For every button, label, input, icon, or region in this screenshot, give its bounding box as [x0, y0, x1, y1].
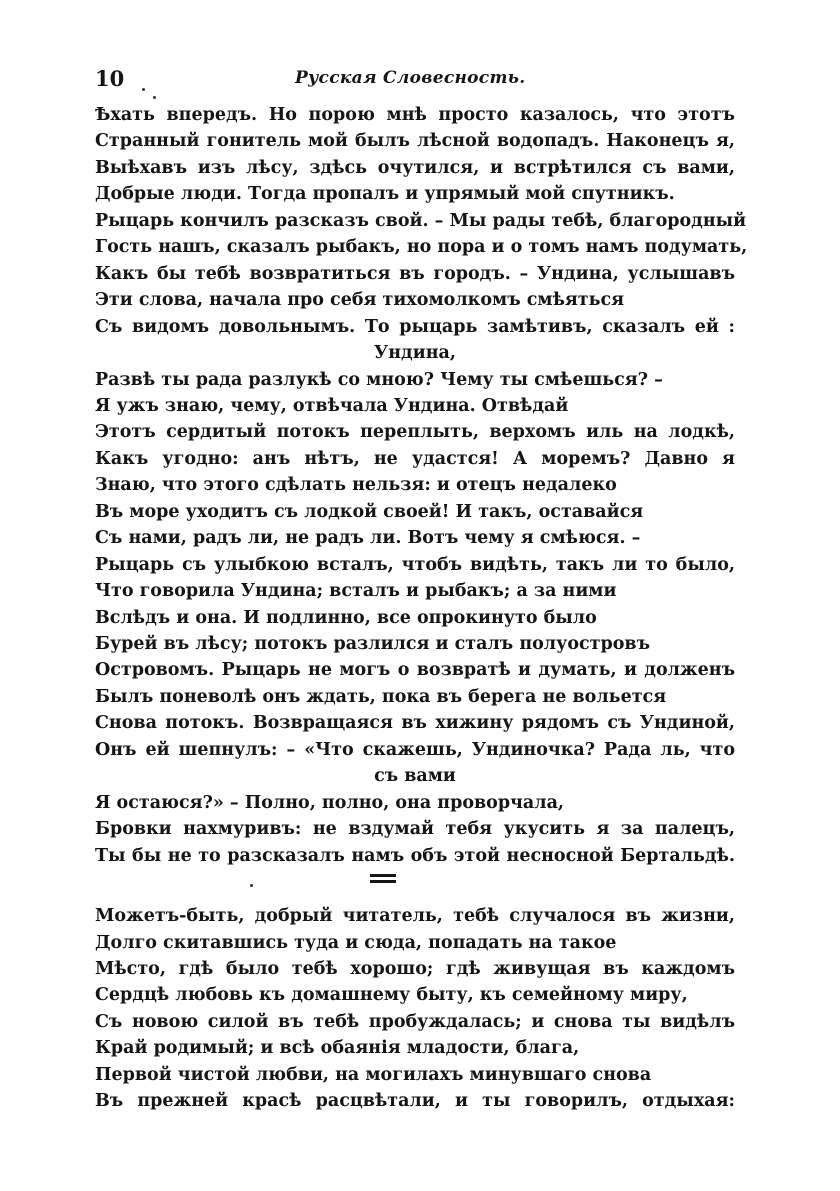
text-line: Снова потокъ. Возвращаяся въ хижину рядомъ съ Ундиной,	[95, 713, 735, 734]
text-line: Какъ угодно: анъ нѣтъ, не удастся! А моремъ? Давно я	[95, 448, 735, 469]
text-line: Съ новою силой въ тебѣ пробуждалась; и снова ты видѣлъ	[95, 1011, 735, 1032]
text-line: Ѣхать впередъ. Но порою мнѣ просто казалось, что этотъ	[95, 105, 735, 125]
text-line: Какъ бы тебѣ возвратиться въ городъ. – Ундина, услышавъ	[95, 263, 735, 284]
text-line: Я остаюся?» – Полно, полно, она проворчала,	[95, 792, 564, 813]
text-line: съ вами	[374, 766, 456, 787]
speck	[142, 88, 145, 91]
text-line: Онъ ей шепнулъ: – «Что скажешь, Ундиночка? Рада ль, что	[95, 739, 735, 760]
text-line: Знаю, что этого сдѣлать нельзя: и отецъ недалеко	[95, 475, 617, 496]
text-line: Добрые люди. Тогда пропалъ и упрямый мой спутникъ.	[95, 184, 675, 205]
text-line: Вслѣдъ и она. И подлинно, все опрокинуто было	[95, 607, 597, 628]
text-line: Первой чистой любви, на могилахъ минувшаго снова	[95, 1064, 652, 1085]
text-line: Ты бы не то разсказалъ намъ объ этой несносной Бертальдѣ.	[95, 845, 735, 866]
text-line: Ундина,	[374, 343, 456, 363]
text-line: Долго скитавшись туда и сюда, попадать на такое	[95, 932, 617, 953]
page-number: 10	[95, 66, 125, 91]
text-line: Сердцѣ любовь къ домашнему быту, къ семейному миру,	[95, 985, 688, 1006]
text-line: Мѣсто, гдѣ было тебѣ хорошо; гдѣ живущая въ каждомъ	[95, 958, 735, 979]
text-line: Въ море уходитъ съ лодкой своей! И такъ, оставайся	[95, 501, 644, 522]
page-header	[95, 66, 735, 92]
text-line: Что говорила Ундина; всталъ и рыбакъ; а за ними	[95, 581, 617, 602]
text-line: Съ видомъ довольнымъ. То рыцарь замѣтивъ, сказалъ ей :	[95, 316, 735, 337]
text-line: Гость нашъ, сказалъ рыбакъ, но пора и о томъ намъ подумать,	[95, 237, 748, 258]
text-line: Рыцарь съ улыбкою всталъ, чтобъ видѣть, такъ ли то было,	[95, 554, 735, 575]
text-line: Былъ поневолѣ онъ ждать, пока въ берега не вольется	[95, 686, 667, 707]
text-line: Выѣхавъ изъ лѣсу, здѣсь очутился, и встрѣтился съ вами,	[95, 157, 735, 178]
text-line: Рыцарь кончилъ разсказъ свой. – Мы рады тебѣ, благородный	[95, 210, 747, 231]
text-line: Край родимый; и всѣ обаянія младости, блага,	[95, 1038, 580, 1059]
section-divider	[370, 872, 398, 884]
text-line: Странный гонитель мой былъ лѣсной водопадъ. Наконецъ я,	[95, 131, 735, 152]
text-line: Этотъ сердитый потокъ переплыть, верхомъ иль на лодкѣ,	[95, 422, 735, 443]
speck	[250, 884, 253, 887]
text-line: Съ нами, радъ ли, не радъ ли. Вотъ чему я смѣюся. –	[95, 528, 641, 549]
text-line: Островомъ. Рыцарь не могъ о возвратѣ и думать, и долженъ	[95, 660, 735, 681]
text-line: Развѣ ты рада разлукѣ со мною? Чему ты смѣешься? –	[95, 369, 663, 390]
speck	[153, 96, 156, 99]
text-line: Въ прежней красѣ расцвѣтали, и ты говорилъ, отдыхая:	[95, 1091, 735, 1112]
text-line: Я ужъ знаю, чему, отвѣчала Ундина. Отвѣдай	[95, 395, 569, 416]
running-title: Русская Словесность.	[295, 68, 526, 88]
text-line: Можетъ-быть, добрый читатель, тебѣ случалося въ жизни,	[95, 906, 735, 926]
text-line: Бровки нахмуривъ: не вздумай тебя укусить я за палецъ,	[95, 819, 735, 840]
text-line: Бурей въ лѣсу; потокъ разлился и сталъ полуостровъ	[95, 634, 651, 654]
text-line: Эти слова, начала про себя тихомолкомъ смѣяться	[95, 290, 625, 311]
